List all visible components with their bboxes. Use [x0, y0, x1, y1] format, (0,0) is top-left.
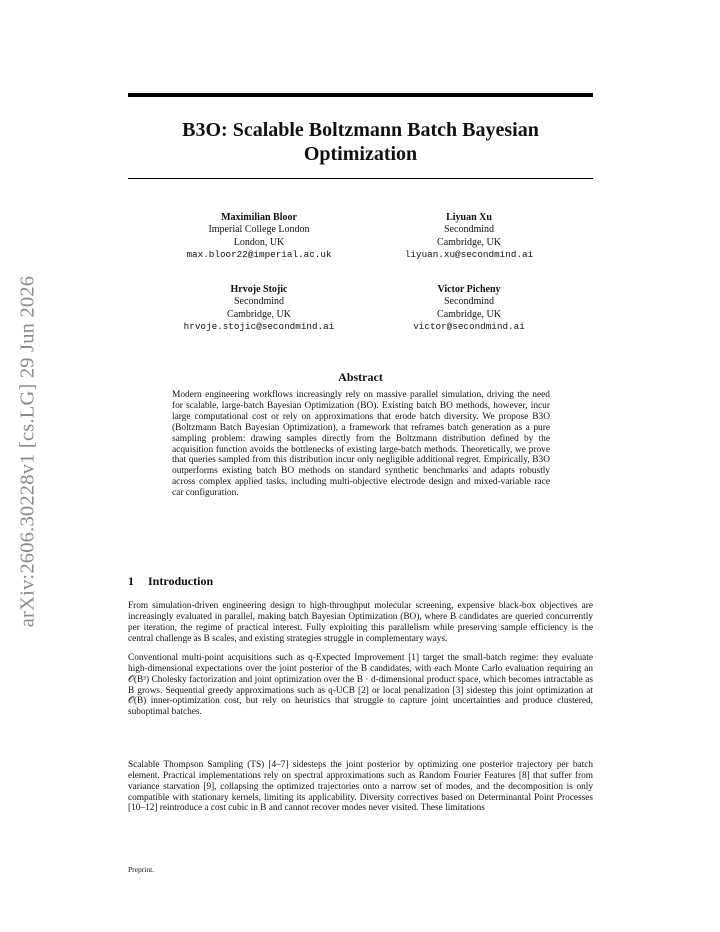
- paper-title: B3O: Scalable Boltzmann Batch Bayesian Optimization: [182, 119, 539, 165]
- author-location: London, UK: [233, 236, 285, 248]
- author-name: Victor Picheny: [437, 284, 501, 295]
- intro-paragraph: Conventional multi-point acquisitions such as q-Expected Improvement [1] target the small-batch regime: they evaluate high-dimensional expectations over the joint posterior of the B candidates, with each Monte Carlo evaluation requiring an 𝒪(B³) Cholesky factorization and joint optimization over the B · d-dimensional product space, which becomes intractable as B grows. Sequential greedy approximations such as q-UCB [2] or local penalization [3] sidestep this joint optimization at 𝒪(B) inner-optimization cost, but rely on heuristics that struggle to capture joint uncertainties and produce clustered, suboptimal batches.: [128, 653, 593, 718]
- author-affiliation: Secondmind: [234, 296, 284, 308]
- author-email[interactable]: hrvoje.stojic@secondmind.ai: [183, 321, 335, 333]
- intro-paragraph: From simulation-driven engineering design to high-throughput molecular screening, expensive black-box objectives are increasingly evaluated in parallel, making batch Bayesian Optimization (BO), where B candidates are queried concurrently per iteration, the regime of practical interest. Fully exploiting this parallelism while preserving sample efficiency is the central challenge as B scales, and existing strategies struggle in complementary ways.: [128, 601, 593, 644]
- intro-paragraph: Scalable Thompson Sampling (TS) [4–7] sidesteps the joint posterior by optimizing one posterior trajectory per batch element. Practical implementations rely on spectral approximations such as Random Fourier Features [8] that suffer from variance starvation [9], collapsing the optimized trajectories onto a narrow set of modes, and the decomposition is only compatible with stationary kernels, limiting its applicability. Diversity correctives based on Determinantal Point Processes [10–12] reintroduce a cost cubic in B and cannot recover modes never visited. These limitations: [128, 760, 593, 814]
- author-location: Cambridge, UK: [437, 236, 501, 248]
- abstract-text: Modern engineering workflows increasingly rely on massive parallel simulation, driving the need for scalable, large-batch Bayesian Optimization (BO). Existing batch BO methods, however, incur large computational cost or rely on approximations that erode batch diversity. We propose B3O (Boltzmann Batch Bayesian Optimization), a framework that reframes batch generation as a pure sampling problem: drawing samples directly from the Boltzmann distribution defined by the acquisition function avoids the bottlenecks of existing large-batch methods. Theoretically, we prove that queries sampled from this distribution incur only negligible additional regret. Empirically, B3O outperforms existing batch BO methods on standard synthetic benchmarks and adapts robustly across complex applied tasks, including multi-objective electrode design and mixed-variable race car configuration.: [172, 390, 550, 499]
- author-email[interactable]: max.bloor22@imperial.ac.uk: [186, 249, 332, 261]
- footer-note: Preprint.: [128, 865, 155, 874]
- author-affiliation: Imperial College London: [208, 224, 310, 236]
- author-name: Maximilian Bloor: [221, 212, 297, 223]
- author-block: [349, 284, 589, 334]
- author-affiliation: Secondmind: [444, 296, 494, 308]
- author-email[interactable]: victor@secondmind.ai: [413, 321, 525, 333]
- title-top-rule: [128, 93, 593, 97]
- author-block: [349, 212, 589, 262]
- author-email[interactable]: liyuan.xu@secondmind.ai: [404, 249, 534, 261]
- author-location: Cambridge, UK: [437, 308, 501, 320]
- arxiv-stamp: [8, 262, 48, 640]
- section-number: 1: [128, 574, 134, 588]
- title-bottom-rule: [128, 178, 593, 179]
- author-name: Liyuan Xu: [446, 212, 492, 223]
- author-block: [139, 284, 379, 334]
- author-location: Cambridge, UK: [227, 308, 291, 320]
- section-heading: [128, 574, 213, 589]
- author-affiliation: Secondmind: [444, 224, 494, 236]
- section-title: Introduction: [148, 574, 214, 588]
- abstract-heading: Abstract: [338, 370, 383, 384]
- arxiv-identifier: arXiv:2606.30228v1 [cs.LG] 29 Jun 2026: [16, 275, 39, 627]
- author-block: [139, 212, 379, 262]
- author-name: Hrvoje Stojic: [230, 284, 288, 295]
